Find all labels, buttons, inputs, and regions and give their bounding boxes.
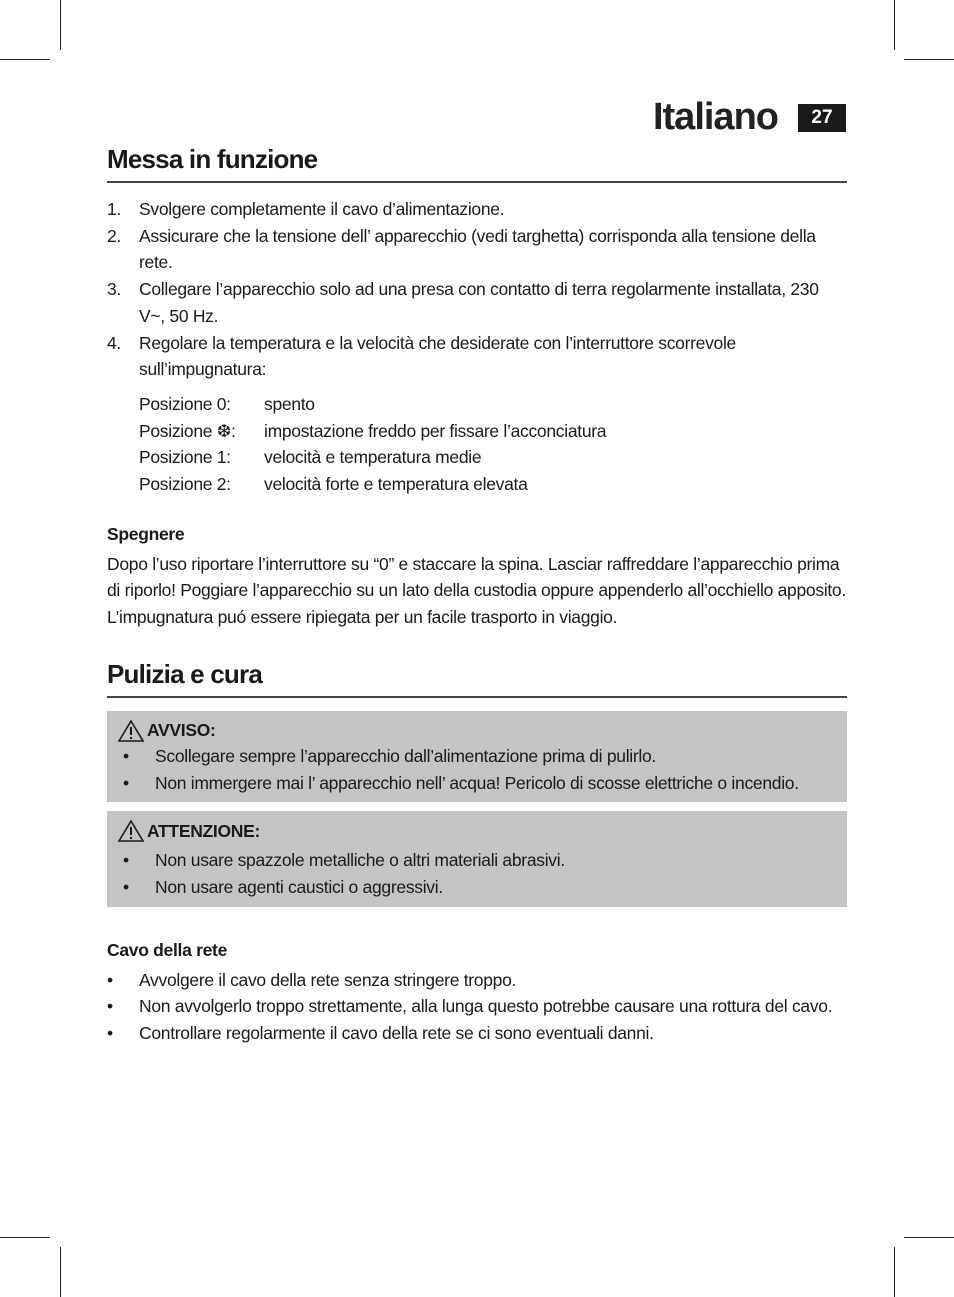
crop-mark [60, 1247, 61, 1297]
position-row [139, 471, 847, 498]
list-item [107, 967, 847, 994]
list-item-text: Avvolgere il cavo della rete senza stringere troppo. [139, 969, 517, 990]
list-item-text: Non avvolgerlo troppo strettamente, alla lunga questo potrebbe causare una rottura del cavo. [139, 996, 833, 1017]
list-item-text: Controllare regolarmente il cavo della rete se ci sono eventuali danni. [139, 1023, 654, 1044]
step-text: Collegare l’apparecchio solo ad una presa con contatto di terra regolarmente installata, 230 V~, 50 Hz. [139, 279, 819, 326]
list-item [107, 196, 847, 223]
position-label: Posizione ❆: [139, 420, 236, 441]
crop-mark [904, 59, 954, 60]
crop-mark [0, 59, 50, 60]
list-item [115, 770, 837, 797]
step-text: Svolgere completamente il cavo d’alimentazione. [139, 199, 505, 219]
warning-title-text: ATTENZIONE: [147, 820, 261, 841]
step-number: 3. [107, 279, 121, 300]
list-item-text: Scollegare sempre l’apparecchio dall’alimentazione prima di pulirlo. [155, 745, 656, 766]
warning-title [115, 819, 837, 843]
crop-mark [904, 1237, 954, 1238]
bullet: • [123, 772, 129, 793]
spegnere-paragraph: Dopo l’uso riportare l’interruttore su “0” e staccare la spina. Lasciar raffreddare l’apparecchio prima di riporlo! Poggiare l’apparecchio su un lato della custodia oppure appenderlo all’occhiello apposito. [107, 553, 846, 601]
position-label: Posizione 0: [139, 393, 231, 414]
list-item [107, 993, 847, 1020]
position-label: Posizione 1: [139, 447, 231, 468]
crop-mark [0, 1237, 50, 1238]
warning-title-text: AVVISO: [147, 720, 216, 741]
list-item [115, 743, 837, 770]
warning-title [115, 719, 837, 743]
page-number: 27 [798, 104, 846, 132]
step-number: 1. [107, 199, 121, 219]
position-row [139, 444, 847, 471]
section-title-messa-in-funzione: Messa in funzione [107, 140, 847, 183]
bullet: • [107, 996, 113, 1017]
warning-triangle-icon [117, 819, 145, 843]
position-value: velocità e temperatura medie [264, 447, 482, 468]
crop-mark [60, 0, 61, 50]
step-text: Regolare la temperatura e la velocità che desiderate con l’interruttore scorrevole sull’impugnatura: [139, 332, 736, 380]
list-item [107, 276, 847, 329]
list-item-text: Non usare agenti caustici o aggressivi. [155, 876, 443, 897]
bullet: • [107, 969, 113, 990]
bullet: • [107, 1023, 113, 1044]
spegnere-paragraph: L’impugnatura puó essere ripiegata per un facile trasporto in viaggio. [107, 607, 618, 628]
language-title: Italiano [652, 96, 778, 138]
cavo-list [107, 967, 847, 1047]
list-item [107, 330, 847, 383]
list-item [107, 1020, 847, 1047]
warning-triangle-icon [117, 719, 145, 743]
list-item [115, 874, 837, 901]
page-content [107, 140, 847, 1047]
bullet: • [123, 876, 129, 897]
crop-mark [894, 0, 895, 50]
warning-box-attenzione [107, 811, 847, 906]
list-item-text: Non immergere mai l’ apparecchio nell’ acqua! Pericolo di scosse elettriche o incendio. [155, 772, 799, 793]
steps-list [107, 196, 847, 383]
position-row [139, 418, 847, 445]
position-label: Posizione 2: [139, 474, 231, 495]
step-text: Assicurare che la tensione dell’ apparecchio (vedi targhetta) corrisponda alla tensione della rete. [139, 225, 816, 273]
switch-positions [139, 391, 847, 498]
position-value: spento [264, 393, 315, 414]
page-header [653, 96, 846, 139]
list-item [107, 223, 847, 276]
bullet: • [123, 850, 129, 871]
crop-mark [894, 1247, 895, 1297]
warning-list [115, 847, 837, 900]
subheading-cavo-della-rete: Cavo della rete [107, 939, 227, 960]
list-item [115, 847, 837, 874]
list-item-text: Non usare spazzole metalliche o altri materiali abrasivi. [155, 850, 565, 871]
section-title-pulizia-e-cura: Pulizia e cura [107, 655, 847, 698]
position-value: impostazione freddo per fissare l’acconciatura [264, 420, 607, 441]
warning-list [115, 743, 837, 796]
bullet: • [123, 745, 129, 766]
step-number: 2. [107, 225, 121, 246]
position-row [139, 391, 847, 418]
warning-box-avviso [107, 711, 847, 802]
step-number: 4. [107, 332, 121, 353]
position-value: velocità forte e temperatura elevata [264, 474, 528, 495]
subheading-spegnere: Spegnere [107, 523, 185, 544]
